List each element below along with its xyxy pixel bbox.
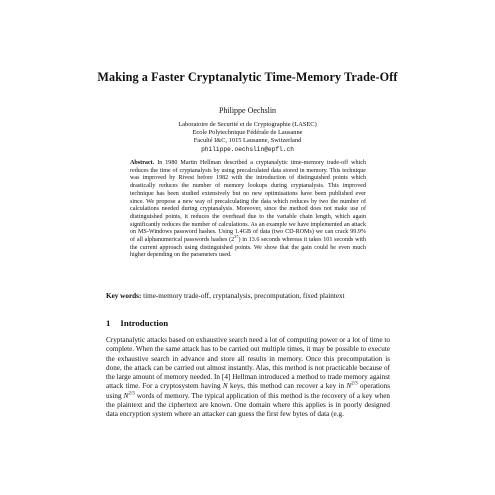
affiliation-faculty: Faculté I&C, 1015 Lausanne, Switzerland bbox=[193, 137, 302, 145]
intro-var-n1: N bbox=[222, 382, 228, 391]
author-name: Philippe Oechslin bbox=[218, 106, 277, 115]
abstract-label: Abstract. bbox=[130, 160, 155, 166]
abstract-exponent: 37 bbox=[234, 234, 239, 240]
intro-text-3: operations using bbox=[106, 382, 390, 400]
intro-text-4: words of memory. The typical application of this method is the recovery of a key when the plaintext and the ciphertext are known. One domain where this applies is in poorly designed data encryption system where an attacker can guess the first few bytes of data (e.g. bbox=[106, 391, 390, 418]
intro-var-n3: N bbox=[123, 391, 129, 400]
intro-exponent-2: 2/3 bbox=[128, 391, 135, 397]
affiliation-school: Ecole Polytechnique Fédérale de Lausanne bbox=[192, 129, 303, 137]
abstract-text-1: In 1980 Martin Hellman described a cryptanalytic time-memory trade-off which reduces the time of cryptanalysis by using precalculated data stored in memory. This technique was improved by Rivest before 1982 with the introduction of distinguished points which drastically reduces the number of memory lookups during cryptanalysis. This improved technique has been studied extensively but no new optimisations have been published ever since. We propose a new way of precalculating the data which reduces by two the number of calculations needed during cryptanalysis. Moreover, since the method does not make use of distinguished points, it reduces the overhead due to the variable chain length, which again significantly reduces the number of calculations. As an example we have implemented an attack on MS-Windows password hashes. Using 1.4GB of data (two CD-ROMs) we can crack 99.9% of all alphanumerical passwords hashes (2 bbox=[130, 160, 366, 244]
intro-var-n2: N bbox=[346, 382, 352, 391]
keywords-label: Key words: bbox=[106, 292, 142, 300]
affiliation-lab: Laboratoire de Securité et de Cryptographie (LASEC) bbox=[178, 121, 317, 128]
intro-text-1: Cryptanalytic attacks based on exhaustive search need a lot of computing power or a lot of time to complete. When the same attack has to be carried out multiple times, it may be possible to execute the exhaustive search in advance and store all results in memory. Once this precomputation is done, the attack can be carried out almost instantly. Alas, this method is not practicable because of the large amount of memory needed. In [4] Hellman introduced a method to trade memory against attack time. For a cryptosystem having bbox=[106, 336, 390, 391]
keywords-text: time-memory trade-off, cryptanalysis, precomputation, fixed plaintext bbox=[143, 292, 345, 300]
abstract-text-2: ) in 13.6 seconds whereas it takes 101 seconds with the current approach using distinguished points. We show that the gain could be even much higher depending on the parameters used. bbox=[130, 237, 366, 259]
author-email: philippe.oechslin@epfl.ch bbox=[201, 145, 294, 153]
intro-paragraph bbox=[106, 336, 390, 486]
section-heading bbox=[106, 318, 168, 329]
intro-text-2: keys, this method can recover a key in bbox=[227, 382, 347, 391]
section-title: Introduction bbox=[120, 318, 169, 328]
keywords bbox=[106, 292, 390, 301]
abstract bbox=[130, 160, 366, 260]
affiliation-block bbox=[80, 121, 415, 154]
section-number: 1 bbox=[106, 318, 111, 328]
paper-title: Making a Faster Cryptanalytic Time-Memory Trade-Off bbox=[97, 70, 398, 84]
intro-exponent-1: 2/3 bbox=[351, 381, 358, 387]
